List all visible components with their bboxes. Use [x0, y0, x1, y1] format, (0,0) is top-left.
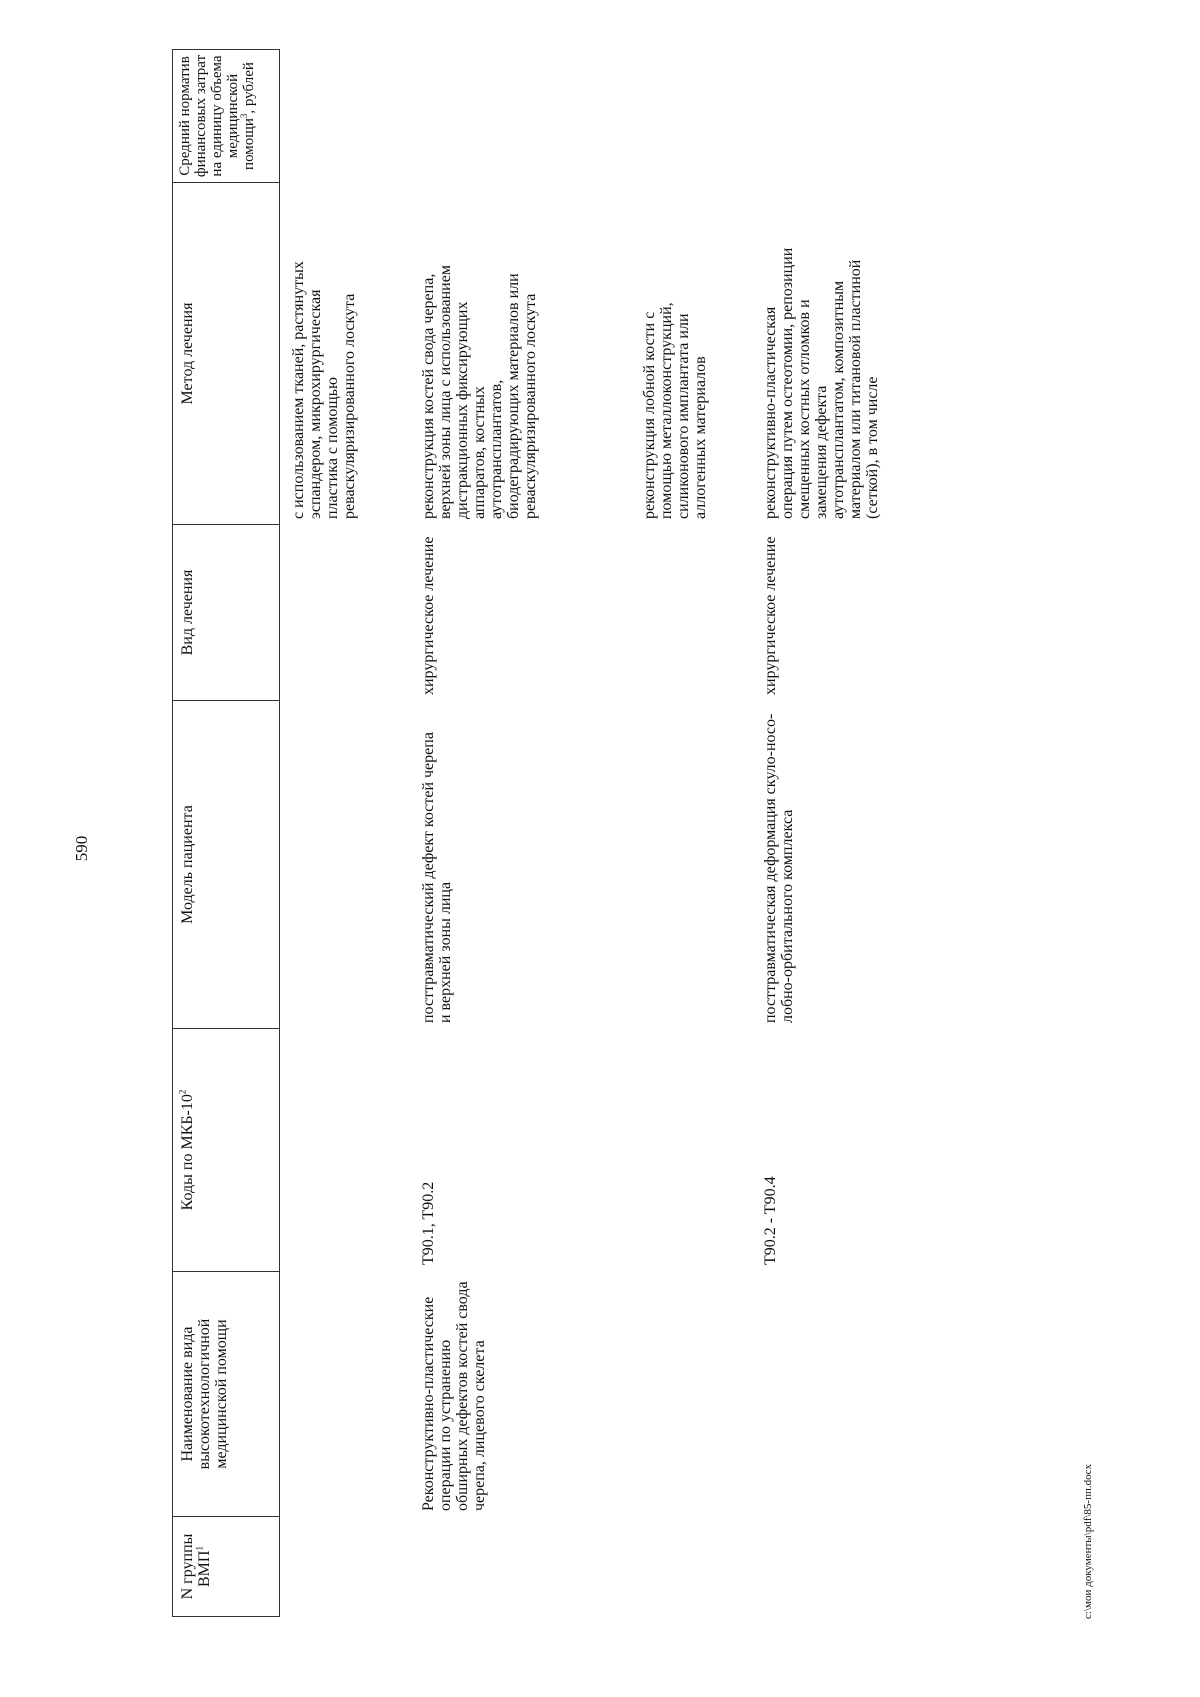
- header-patient-model: Модель пациента: [172, 701, 280, 1029]
- method-continuation: с использованием тканей, растянутых эспандером, микрохирургическая пластика с помощью реваскуляризированного лоскута: [290, 261, 358, 519]
- patient-model-block2: посттравматическая деформация скуло-носо-лобно-орбитального комплекса: [762, 713, 796, 1023]
- patient-model-block1: посттравматический дефект костей черепа и верхней зоны лица: [420, 732, 454, 1023]
- icd-codes-block1: T90.1, T90.2: [420, 1181, 437, 1265]
- method-block1-b: реконструкция лобной кости с помощью металлоконструкций, силиконового имплантата или аллогенных материалов: [641, 302, 709, 519]
- header-cost-unit: , рублей: [241, 62, 257, 114]
- treatment-type-block2: хирургическое лечение: [762, 536, 779, 695]
- procedures-table: [172, 49, 1104, 1617]
- treatment-type-block1: хирургическое лечение: [420, 536, 437, 695]
- header-cost-standard: [172, 49, 280, 183]
- header-vmp-name: Наименование вида высокотехнологичной медицинской помощи: [172, 1272, 280, 1517]
- footnote-1-marker: 1: [194, 1546, 205, 1551]
- icd-codes-block2: T90.2 - T90.4: [762, 1176, 779, 1265]
- header-icd-codes: [172, 1029, 280, 1272]
- header-icd-codes-text: Коды по МКБ-10: [179, 1094, 196, 1211]
- method-block2: реконструктивно-пластическая операция путем остеотомии, репозиции смещенных костных отломков и замещения дефекта аутотрансплантатом, композитным материалом или титановой пластиной (сеткой), в том числе: [762, 247, 881, 519]
- header-group-number-text: N группы ВМП: [179, 1533, 213, 1600]
- method-block1-a: реконструкция костей свода черепа, верхней зоны лица с использованием дистракционных фиксирующих аппаратов, костных аутотрансплантатов, биодеградирующих материалов или реваскуляризированного лоскута: [420, 265, 539, 519]
- footer-file-path: c:\мои документы\pdf\85-пп.docx: [1082, 1463, 1094, 1619]
- header-group-number: [172, 1517, 280, 1617]
- page-number: 590: [72, 835, 91, 862]
- header-treatment-method: Метод лечения: [172, 183, 280, 525]
- vmp-name-reconstructive: Реконструктивно-пластические операции по устранению обширных дефектов костей свода черепа, лицевого скелета: [420, 1281, 488, 1511]
- header-treatment-type: Вид лечения: [172, 525, 280, 701]
- footnote-2-marker: 2: [177, 1089, 188, 1095]
- footnote-3-marker: 3: [239, 113, 249, 119]
- header-cost-text: Средний норматив финансовых затрат на единицу объема медицинской помощи: [177, 54, 257, 178]
